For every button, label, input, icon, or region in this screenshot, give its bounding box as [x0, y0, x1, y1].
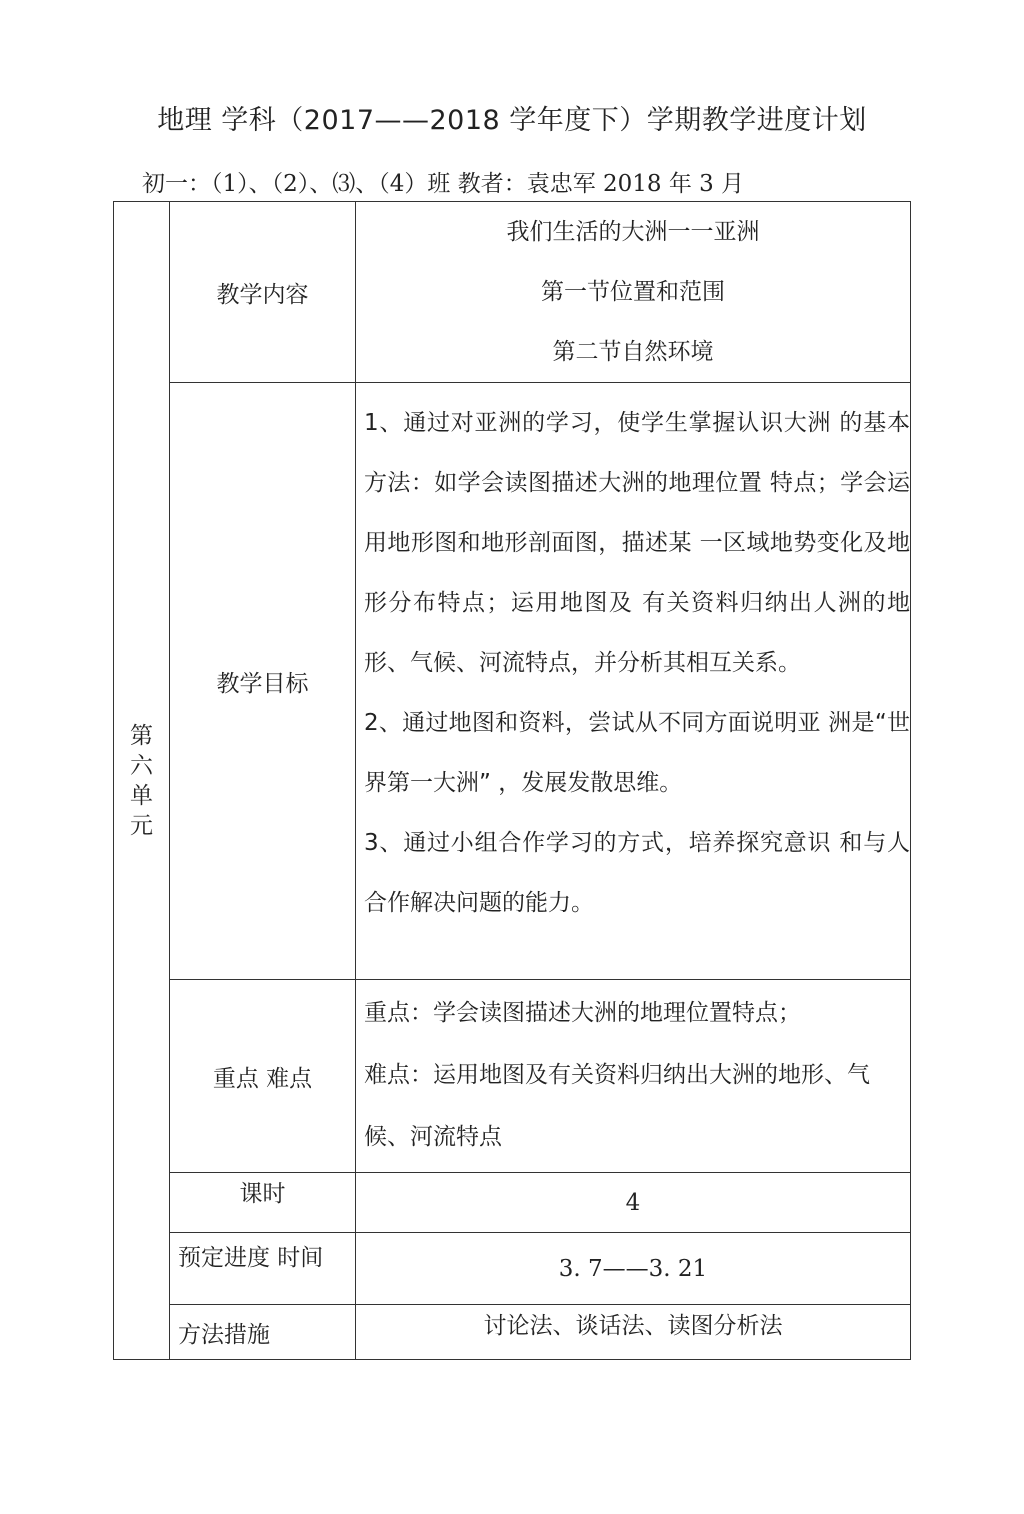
- objective-item: 2、通过地图和资料，尝试从不同方面说明亚 洲是“世界第一大洲” ，发展发散思维。: [364, 710, 910, 796]
- row-class-hours: [114, 1173, 911, 1233]
- key-point: 重点：学会读图描述大洲的地理位置特点；: [364, 1000, 801, 1026]
- unit-label: 第六单元: [130, 722, 153, 839]
- content-line: 我们生活的大洲一一亚洲: [506, 219, 760, 245]
- row-key-difficult-points: [114, 980, 911, 1173]
- row-schedule: [114, 1233, 911, 1305]
- teaching-plan-table: [113, 201, 911, 1360]
- objective-item: 3、通过小组合作学习的方式，培养探究意识 和与人合作解决问题的能力。: [364, 830, 910, 916]
- label-class-hours: 课时: [170, 1173, 356, 1233]
- label-key-difficult: 重点 难点: [170, 980, 356, 1173]
- schedule-value: 3. 7——3. 21: [356, 1233, 911, 1305]
- label-teaching-objectives: 教学目标: [170, 383, 356, 980]
- difficult-point: 难点：运用地图及有关资料归纳出大洲的地形、气候、河流特点: [364, 1062, 870, 1150]
- content-line: 第一节位置和范围: [541, 279, 725, 305]
- unit-cell: [114, 202, 170, 1360]
- label-methods: 方法措施: [170, 1305, 356, 1360]
- label-teaching-content: 教学内容: [170, 202, 356, 383]
- objective-item: 1、通过对亚洲的学习，使学生掌握认识大洲 的基本方法：如学会读图描述大洲的地理位置 特点；学会运用地形图和地形剖面图，描述某 一区域地势变化及地形分布特点；运用地图及 有关资料归纳出人洲的地形、气候、河流特点，并分析其相互关系。: [364, 410, 910, 676]
- label-schedule: 预定进度 时间: [170, 1233, 356, 1305]
- row-teaching-objectives: [114, 383, 911, 980]
- class-info: 初一：（1）、（2）、⑶、（4）班 教者：袁忠军 2018 年 3 月: [142, 171, 745, 197]
- row-teaching-content: [114, 202, 911, 383]
- teaching-content-cell: [356, 202, 911, 383]
- key-difficult-cell: [356, 980, 911, 1173]
- teaching-objectives-cell: [356, 383, 911, 980]
- class-hours-value: 4: [356, 1173, 911, 1233]
- page-title: 地理 学科（2017——2018 学年度下）学期教学进度计划: [157, 105, 867, 136]
- content-line: 第二节自然环境: [552, 339, 714, 365]
- methods-value: 讨论法、谈话法、读图分析法: [356, 1305, 911, 1360]
- row-methods: [114, 1305, 911, 1360]
